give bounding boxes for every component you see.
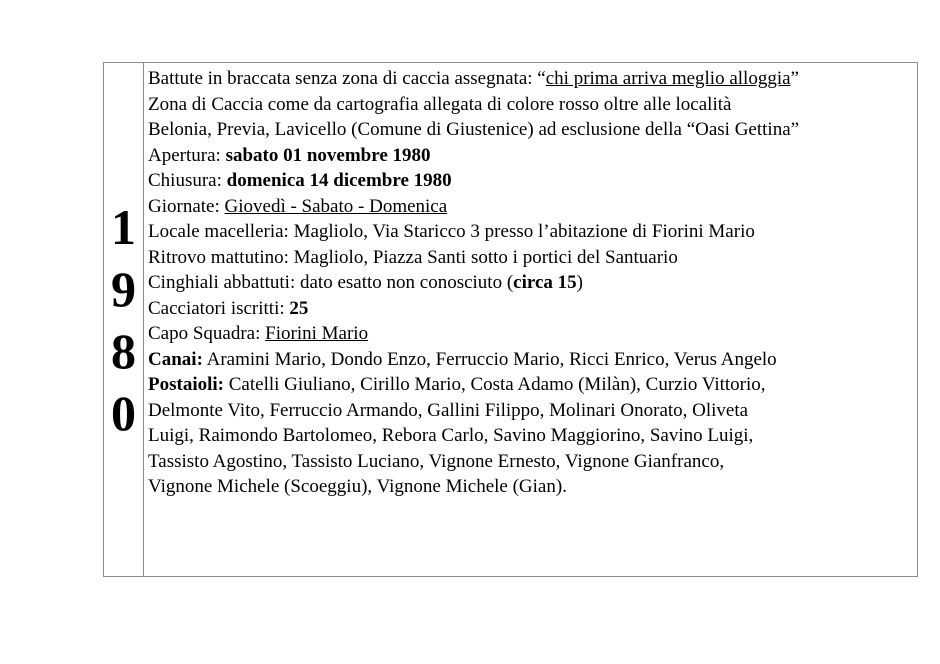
opening-date: sabato 01 novembre 1980	[225, 144, 431, 166]
hunt-rule-underlined: chi prima arriva meglio alloggia	[545, 68, 791, 89]
stand-hunters-line-3: Luigi, Raimondo Bartolomeo, Rebora Carlo, Savino Maggiorino, Savino Luigi,	[148, 425, 754, 446]
stand-hunters-names: Catelli Giuliano, Cirillo Mario, Costa Adamo (Milàn), Curzio Vittorio,	[224, 374, 766, 395]
dog-handlers-names: Aramini Mario, Dondo Enzo, Ferruccio Mario, Ricci Enrico, Verus Angelo	[202, 348, 777, 370]
opening-label: Apertura:	[148, 144, 226, 166]
stand-hunters-line	[148, 372, 917, 398]
year-digit: 9	[111, 260, 136, 317]
stand-hunters-line-4: Tassisto Agostino, Tassisto Luciano, Vignone Ernesto, Vignone Gianfranco,	[148, 450, 725, 472]
quote-close: ”	[790, 68, 799, 89]
hunters-count: 25	[289, 297, 309, 319]
hunt-type-text: Battute in braccata senza zona di caccia assegnata: “	[148, 68, 546, 89]
dog-handlers-line	[148, 347, 917, 373]
hunters-line	[148, 296, 917, 322]
paren-close: )	[576, 272, 583, 293]
opening-line	[148, 143, 917, 169]
closing-date: domenica 14 dicembre 1980	[226, 170, 452, 191]
year-column	[104, 63, 144, 576]
hunters-label: Cacciatori iscritti:	[148, 297, 290, 319]
stand-hunters-line-5: Vignone Michele (Scoeggiu), Vignone Michele (Gian).	[148, 476, 567, 497]
boars-label: Cinghiali abbattuti: dato esatto non conosciuto (	[148, 272, 514, 293]
stand-hunters-line-2: Delmonte Vito, Ferruccio Armando, Gallini Filippo, Molinari Onorato, Oliveta	[148, 399, 749, 421]
closing-line	[148, 168, 917, 194]
season-table	[103, 62, 918, 577]
days-line	[148, 194, 917, 220]
year-digit: 0	[111, 384, 136, 441]
meeting-line: Ritrovo mattutino: Magliolo, Piazza Santi sotto i portici del Santuario	[148, 246, 678, 268]
year-digit: 1	[111, 198, 136, 255]
hunt-type-line	[148, 66, 917, 92]
dog-handlers-label: Canai:	[148, 348, 203, 370]
butchery-line: Locale macelleria: Magliolo, Via Staricco 3 presso l’abitazione di Fiorini Mario	[148, 221, 755, 242]
days-value: Giovedì - Sabato - Domenica	[224, 195, 448, 217]
zone-line-continued: Belonia, Previa, Lavicello (Comune di Giustenice) ad esclusione della “Oasi Gettina”	[148, 119, 800, 140]
closing-label: Chiusura:	[148, 170, 227, 191]
stand-hunters-label: Postaioli:	[148, 374, 224, 395]
season-details	[144, 63, 917, 576]
captain-line	[148, 321, 917, 347]
captain-name: Fiorini Mario	[265, 323, 369, 344]
days-label: Giornate:	[148, 195, 225, 217]
year-digit: 8	[111, 322, 136, 379]
captain-label: Capo Squadra:	[148, 323, 266, 344]
boars-line	[148, 270, 917, 296]
zone-line: Zona di Caccia come da cartografia allegata di colore rosso oltre alle località	[148, 93, 732, 115]
boars-count: circa 15	[513, 272, 577, 293]
